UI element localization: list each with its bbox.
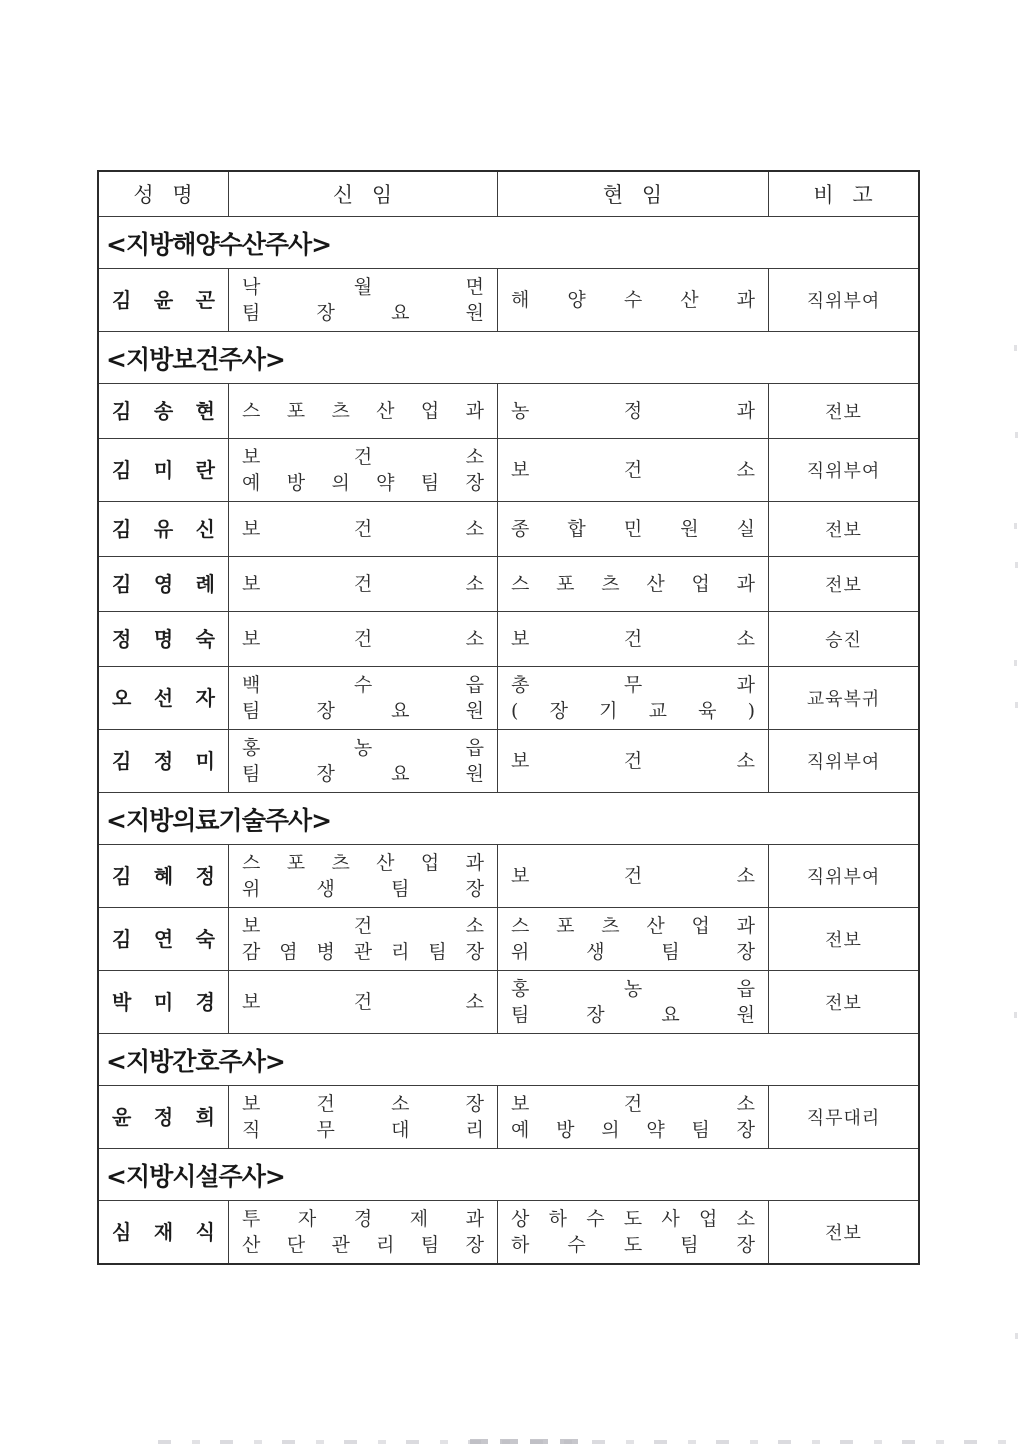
current-position-cell — [498, 557, 769, 611]
new-position-cell — [229, 384, 498, 438]
name-cell — [99, 269, 229, 331]
cell-line: 산 단 관 리 팀 장 — [242, 1234, 484, 1256]
new-position-cell — [229, 557, 498, 611]
scan-artifact — [1015, 432, 1018, 438]
new-position-cell — [229, 1086, 498, 1148]
cell-line: 보 건 소 — [242, 991, 484, 1013]
cell-line: 하 수 도 팀 장 — [511, 1234, 755, 1256]
scan-artifact — [1014, 1012, 1017, 1018]
name-cell — [99, 1201, 229, 1263]
name-cell — [99, 502, 229, 556]
cell-line: 예 방 의 약 팀 장 — [242, 472, 484, 494]
cell-line: 총 무 과 — [511, 674, 755, 696]
section-header-row — [99, 331, 918, 383]
column-header: 현 임 — [498, 172, 769, 216]
table-row — [99, 666, 918, 729]
cell-line: 감 염 병 관 리 팀 장 — [242, 941, 484, 963]
column-header: 성 명 — [99, 172, 229, 216]
table-row — [99, 501, 918, 556]
cell-line: 보 건 소 — [511, 1093, 755, 1115]
scan-artifact — [1014, 523, 1017, 529]
cell-line: 보 건 소 — [242, 446, 484, 468]
name-cell — [99, 908, 229, 970]
cell-line: 스 포 츠 산 업 과 — [511, 915, 755, 937]
current-position-cell — [498, 667, 769, 729]
page-bottom-cutoff-artifact — [470, 1439, 590, 1444]
column-header: 신 임 — [229, 172, 498, 216]
note-cell: 직위부여 — [806, 867, 881, 888]
table-row — [99, 729, 918, 792]
cell-line: 보 건 소 — [242, 573, 484, 595]
table-row — [99, 907, 918, 970]
note-cell: 전보 — [825, 520, 862, 541]
table-row — [99, 1200, 918, 1263]
cell-line: 정 명 숙 — [112, 627, 215, 651]
cell-line: 팀 장 요 원 — [242, 700, 484, 722]
scan-artifact — [1015, 562, 1018, 568]
cell-line: 스 포 츠 산 업 과 — [511, 573, 755, 595]
cell-line: 김 송 현 — [112, 399, 215, 423]
new-position-cell — [229, 971, 498, 1033]
column-header: 비 고 — [813, 183, 874, 207]
cell-line: 위 생 팀 장 — [242, 878, 484, 900]
cell-line: 상 하 수 도 사 업 소 — [511, 1208, 755, 1230]
note-cell: 전보 — [825, 402, 862, 423]
cell-line: 보 건 소 — [511, 628, 755, 650]
current-position-cell — [498, 730, 769, 792]
section-header-row — [99, 1148, 918, 1200]
name-cell — [99, 557, 229, 611]
cell-line: 예 방 의 약 팀 장 — [511, 1119, 755, 1141]
cell-line: 김 윤 곤 — [112, 288, 215, 312]
new-position-cell — [229, 612, 498, 666]
cell-line: 김 연 숙 — [112, 927, 215, 951]
name-cell — [99, 612, 229, 666]
new-position-cell — [229, 502, 498, 556]
cell-line: 해 양 수 산 과 — [511, 289, 755, 311]
name-cell — [99, 439, 229, 501]
cell-line: 보 건 소 — [242, 628, 484, 650]
cell-line: 보 건 소 — [511, 459, 755, 481]
cell-line: 스 포 츠 산 업 과 — [242, 400, 484, 422]
current-position-cell — [498, 439, 769, 501]
note-cell: 전보 — [825, 575, 862, 596]
table-row — [99, 970, 918, 1033]
scan-artifact — [1014, 660, 1017, 666]
name-cell — [99, 667, 229, 729]
current-position-cell — [498, 1201, 769, 1263]
section-header-row — [99, 1033, 918, 1085]
current-position-cell — [498, 908, 769, 970]
table-row — [99, 438, 918, 501]
table-row — [99, 268, 918, 331]
scan-artifact — [1015, 1333, 1018, 1339]
name-cell — [99, 971, 229, 1033]
cell-line: 심 재 식 — [112, 1220, 215, 1244]
section-title: <지방간호주사> — [106, 1046, 285, 1076]
note-cell: 직위부여 — [806, 461, 881, 482]
current-position-cell — [498, 502, 769, 556]
section-title: <지방의료기술주사> — [106, 805, 332, 835]
cell-line: 직 무 대 리 — [242, 1119, 484, 1141]
note-cell: 직위부여 — [806, 291, 881, 312]
cell-line: 팀 장 요 원 — [242, 302, 484, 324]
new-position-cell — [229, 1201, 498, 1263]
cell-line: 종 합 민 원 실 — [511, 518, 755, 540]
cell-line: 김 유 신 — [112, 517, 215, 541]
cell-line: 백 수 읍 — [242, 674, 484, 696]
cell-line: 김 정 미 — [112, 749, 215, 773]
note-cell: 승진 — [825, 630, 862, 651]
cell-line: 보 건 소 — [511, 865, 755, 887]
note-cell: 교육복귀 — [806, 689, 881, 710]
current-position-cell — [498, 612, 769, 666]
note-cell: 전보 — [825, 930, 862, 951]
section-header-row — [99, 216, 918, 268]
cell-line: 팀 장 요 원 — [511, 1004, 755, 1026]
cell-line: 홍 농 읍 — [511, 978, 755, 1000]
cell-line: 보 건 소 — [511, 750, 755, 772]
name-cell — [99, 730, 229, 792]
section-header-row — [99, 792, 918, 844]
new-position-cell — [229, 269, 498, 331]
cell-line: 김 미 란 — [112, 458, 215, 482]
cell-line: 홍 농 읍 — [242, 737, 484, 759]
cell-line: 박 미 경 — [112, 990, 215, 1014]
table-row — [99, 611, 918, 666]
cell-line: 위 생 팀 장 — [511, 941, 755, 963]
cell-line: 김 혜 정 — [112, 864, 215, 888]
current-position-cell — [498, 845, 769, 907]
current-position-cell — [498, 269, 769, 331]
new-position-cell — [229, 667, 498, 729]
table-row — [99, 383, 918, 438]
table-row — [99, 556, 918, 611]
table-row — [99, 844, 918, 907]
cell-line: 스 포 츠 산 업 과 — [242, 852, 484, 874]
section-title: <지방보건주사> — [106, 344, 285, 374]
cell-line: 투 자 경 제 과 — [242, 1208, 484, 1230]
personnel-table — [97, 170, 920, 1265]
cell-line: 낙 월 면 — [242, 276, 484, 298]
cell-line: 윤 정 희 — [112, 1105, 215, 1129]
cell-line: 김 영 례 — [112, 572, 215, 596]
cell-line: 보 건 소 장 — [242, 1093, 484, 1115]
cell-line: 농 정 과 — [511, 400, 755, 422]
current-position-cell — [498, 384, 769, 438]
cell-line: 보 건 소 — [242, 915, 484, 937]
scan-artifact — [1015, 702, 1018, 708]
name-cell — [99, 384, 229, 438]
section-title: <지방시설주사> — [106, 1161, 285, 1191]
new-position-cell — [229, 908, 498, 970]
name-cell — [99, 1086, 229, 1148]
note-cell: 전보 — [825, 993, 862, 1014]
note-cell: 직위부여 — [806, 752, 881, 773]
table-row — [99, 1085, 918, 1148]
new-position-cell — [229, 730, 498, 792]
current-position-cell — [498, 1086, 769, 1148]
note-cell: 전보 — [825, 1223, 862, 1244]
cell-line: 보 건 소 — [242, 518, 484, 540]
section-title: <지방해양수산주사> — [106, 229, 332, 259]
scan-artifact — [1014, 345, 1017, 351]
cell-line: 오 선 자 — [112, 686, 215, 710]
current-position-cell — [498, 971, 769, 1033]
new-position-cell — [229, 439, 498, 501]
cell-line: 팀 장 요 원 — [242, 763, 484, 785]
new-position-cell — [229, 845, 498, 907]
name-cell — [99, 845, 229, 907]
note-cell: 직무대리 — [806, 1108, 881, 1129]
table-header-row — [99, 172, 918, 216]
cell-line: ( 장 기 교 육 ) — [511, 700, 755, 722]
